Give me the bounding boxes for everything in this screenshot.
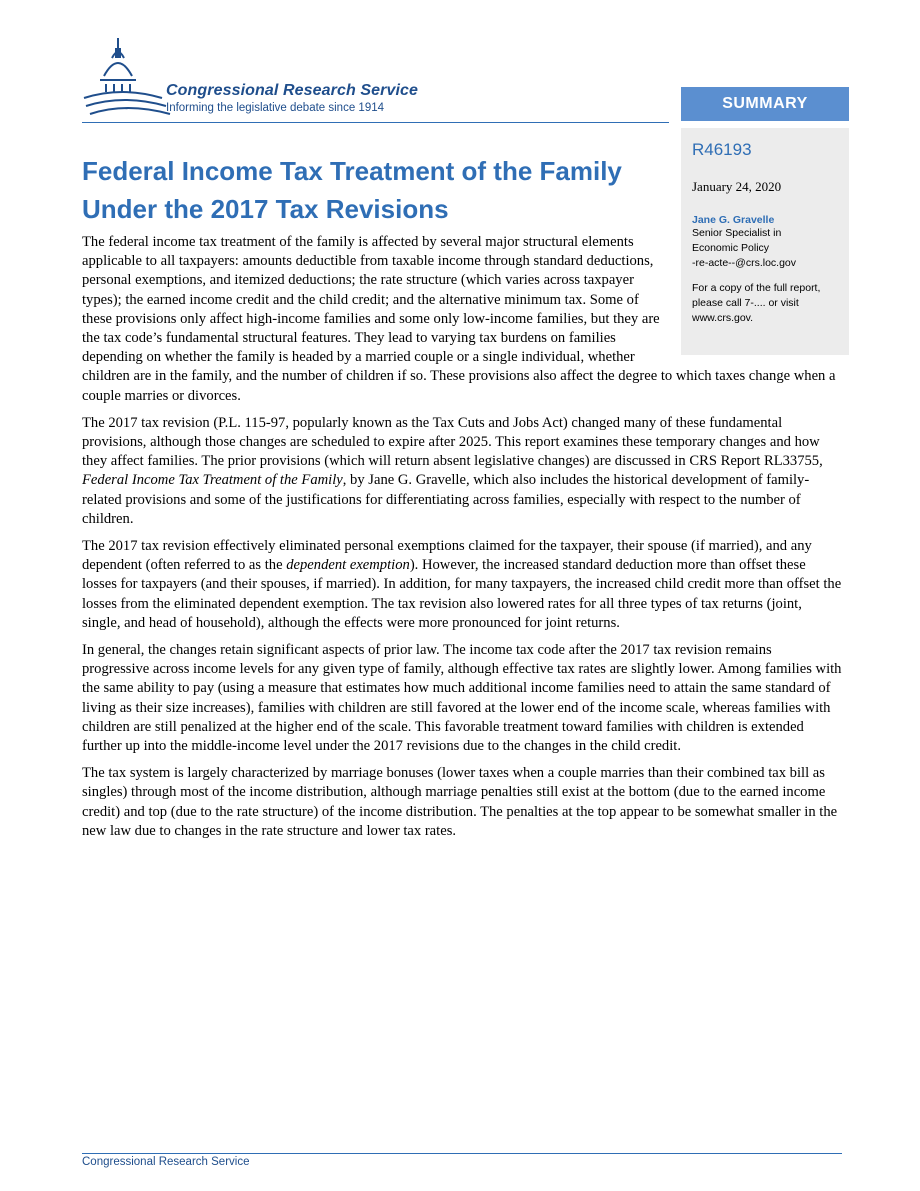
summary-label: SUMMARY [681, 87, 849, 121]
document-title: Federal Income Tax Treatment of the Family Under the 2017 Tax Revisions [82, 156, 622, 224]
author-title-line1: Senior Specialist in [692, 227, 782, 239]
paragraph-2-part-2: , by Jane G. Gravelle, which also includes the historical development of family-related provisions and some of the justifications for differentiating across families, especially with respect to the number of children. [82, 472, 810, 527]
paragraph-1: The federal income tax treatment of the family is affected by several major structural elements applicable to all taxpayers: amounts deductible from taxable income through standard deductions, personal exemptions, and itemized deductions; the rate structure (which varies across taxpayer types); the earned income credit and the child credit; and the alternative minimum tax. Some of these provisions only affect high-income families and some only low-income families, but they are the tax code’s fundamental structural features. They lead to varying tax burdens on families depending on whether the family is headed by a married couple or a single individual, whether children are in the family, and the number of children if so. These provisions also affect the degree to which taxes change when a couple marries or divorces. [82, 234, 836, 404]
author-email: -re-acte--@crs.loc.gov [692, 257, 797, 269]
paragraph-5: The tax system is largely characterized by marriage bonuses (lower taxes when a couple marries than their combined tax bill as singles) through most of the income distribution, although marriage penalties still exist at the bottom (due to the earned income credit) and top (due to the rate structure) of the income distribution. The penalties at the top appear to be somewhat smaller in the new law due to changes in the rate structure and lower tax rates. [82, 765, 838, 839]
summary-body [82, 233, 842, 849]
paragraph-3 [82, 537, 842, 633]
footer-divider [82, 1153, 842, 1154]
org-tagline: Informing the legislative debate since 1914 [166, 102, 385, 114]
report-title-citation: Federal Income Tax Treatment of the Family [82, 472, 343, 489]
paragraph-2-part-1: The 2017 tax revision (P.L. 115-97, popularly known as the Tax Cuts and Jobs Act) changed many of these fundamental provisions, although those changes are scheduled to expire after 2025. This report examines these temporary changes and how they affect families. The prior provisions (which will return absent legislative changes) are discussed in CRS Report RL33755, [82, 414, 823, 470]
dependent-exemption-term: dependent exemption [286, 557, 410, 574]
footer-org-name: Congressional Research Service [82, 1156, 250, 1168]
org-name: Congressional Research Service [166, 82, 419, 99]
paragraph-2 [82, 414, 842, 529]
author-title-line2: Economic Policy [692, 242, 770, 254]
sidebar-spacer [660, 233, 842, 361]
capitol-dome-icon [82, 36, 172, 122]
paragraph-3-part-1: The 2017 tax revision effectively eliminated personal exemptions claimed for the taxpayer, their spouse (if married), and any dependent (often referred to as the [82, 538, 812, 574]
report-number: R46193 [692, 140, 752, 159]
header-divider [82, 122, 669, 123]
paragraph-3-part-2: ). However, the increased standard deduction more than offset these losses for taxpayers (and their spouses, if married). In addition, for many taxpayers, the increased child credit more than offset the losses from the eliminated dependent exemption. The tax revision also lowered rates for all three types of tax returns (joint, single, and head of household), although the effects were more pronounced for joint returns. [82, 557, 842, 631]
report-date: January 24, 2020 [692, 179, 782, 194]
author-name: Jane G. Gravelle [692, 214, 775, 226]
paragraph-4: In general, the changes retain significant aspects of prior law. The income tax code after the 2017 tax revision remains progressive across income levels for any given type of family, although effective tax rates are slightly lower. Among families with the same ability to pay (using a measure that estimates how much additional income families need to attain the same standard of living as their size increases), families with children are still favored at the lower end of the income scale, whereas families with children are still penalized at the higher end of the scale. This favorable treatment toward families with children is extended further up into the middle-income level under the 2017 revisions due to the changes in the child credit. [82, 642, 842, 755]
copy-note: For a copy of the full report, please call 7-.... or visit www.crs.gov. [692, 282, 821, 324]
